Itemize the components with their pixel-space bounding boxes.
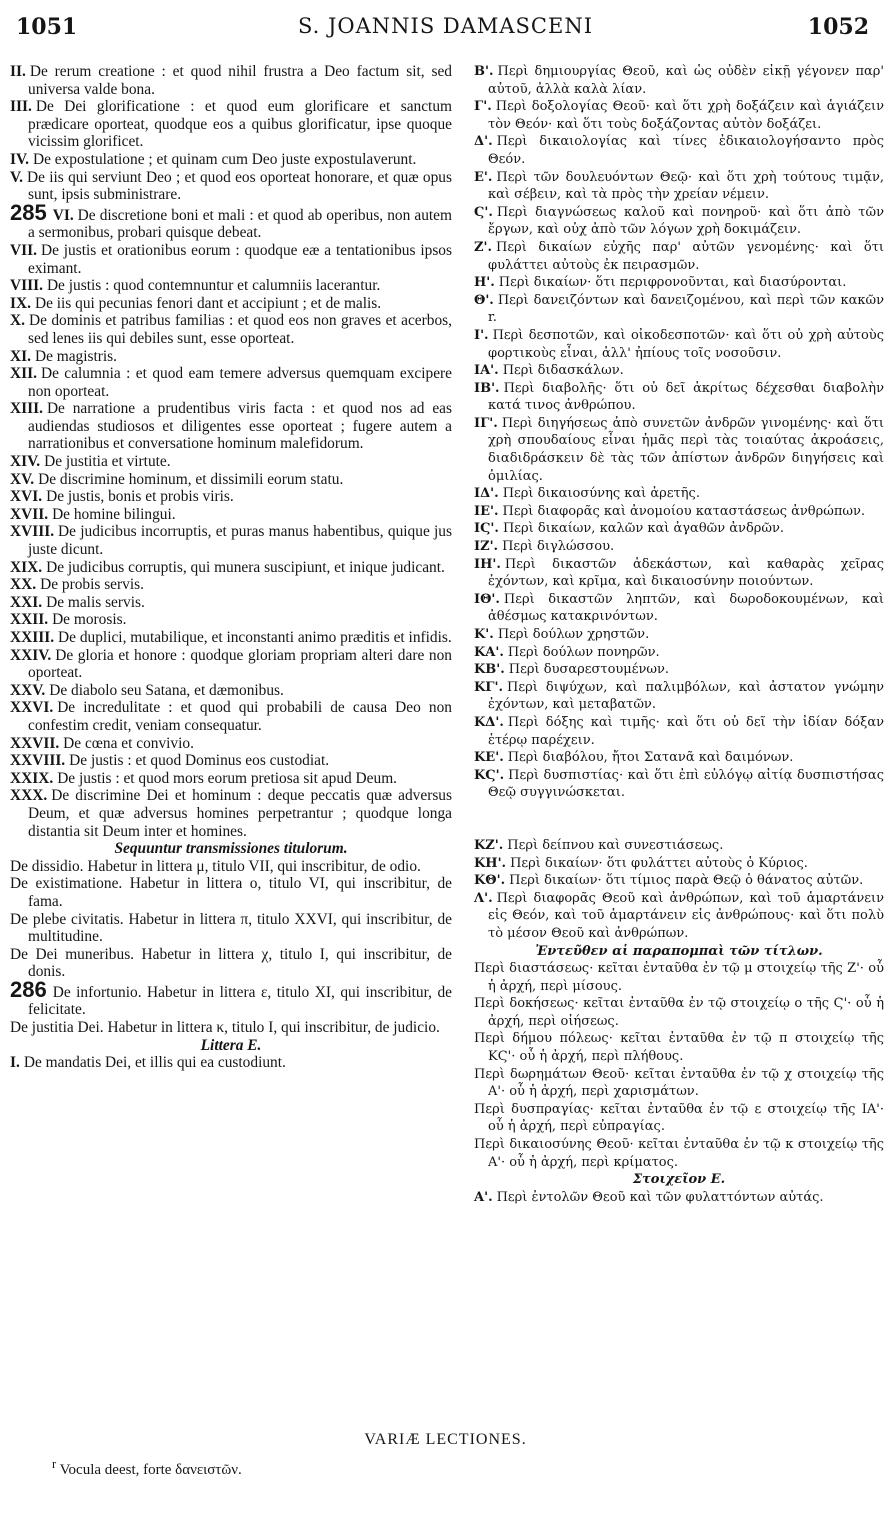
latin-title-entry (10, 98, 452, 151)
greek-transmission-entry (474, 1101, 884, 1136)
entry-text: De justis et orationibus eorum : quodque eæ a tentationibus ipsos eximant. (28, 241, 452, 277)
entry-number: ΚΘ'. (474, 873, 506, 889)
entry-number: ΚΕ'. (474, 750, 504, 766)
greek-title-entry (474, 485, 884, 503)
entry-text: De justis : quod contemnuntur et calumniis lacerantur. (46, 277, 381, 295)
entry-text: Περὶ διαβολῆς· ὅτι οὐ δεῖ ἀκρίτως δέχεσθαι διαβολὴν κατά τινος ἀνθρώπου. (488, 380, 884, 414)
entry-number: XIV. (10, 453, 41, 471)
entry-text: Περὶ δούλων χρηστῶν. (497, 627, 650, 642)
entry-number: ΚϚ'. (474, 767, 505, 783)
entry-text: De morosis. (52, 611, 127, 629)
latin-transmission-entry (10, 911, 452, 946)
latin-title-entry (10, 242, 452, 277)
entry-number: XXX. (10, 787, 48, 805)
entry-number: Ι'. (474, 327, 489, 343)
entry-text: De homine bilingui. (52, 505, 176, 523)
entry-number: XXVI. (10, 699, 54, 717)
latin-transmission-entry (10, 875, 452, 910)
latin-title-entry (10, 63, 452, 98)
margin-number: 285 (10, 199, 47, 225)
latin-title-entry (10, 400, 452, 453)
greek-title-entry (474, 837, 884, 855)
entry-number: Λ'. (474, 890, 493, 906)
entry-text: Περὶ τῶν δουλευόντων Θεῷ· καὶ ὅτι χρὴ τούτους τιμᾷν, καὶ σέβειν, καὶ τὰ πρὸς τὴν χρείαν νέμειν. (488, 169, 884, 203)
greek-title-entry (474, 274, 884, 292)
entry-number: XVII. (10, 505, 49, 523)
greek-transmission-entry (474, 1136, 884, 1171)
entry-text: De diabolo seu Satana, et dæmonibus. (49, 681, 284, 699)
greek-title-entry (474, 415, 884, 485)
entry-text: Περὶ δοκήσεως· κεῖται ἐνταῦθα ἐν τῷ στοιχείῳ ο τῆς Ϛ'· οὗ ἡ ἀρχή, περὶ οἰήσεως. (474, 996, 884, 1029)
page-number-left: 1051 (16, 14, 78, 40)
entry-text: Περὶ διαφορᾶς Θεοῦ καὶ ἀνθρώπων, καὶ τοῦ ἁμαρτάνειν εἰς Θεόν, καὶ τοῦ ἁμαρτάνειν εἰς ἀνθρώπους· καὶ ὅτι πολὺ τὸ μέσον Θεοῦ καὶ ἀνθρώπων. (488, 890, 884, 941)
entry-text: De Dei muneribus. Habetur in littera χ, titulo I, qui inscribitur, de donis. (10, 945, 452, 981)
entry-number: Κ'. (474, 627, 494, 642)
latin-title-entry (10, 629, 452, 647)
latin-title-entry (10, 576, 452, 594)
entry-text: Περὶ διαφορᾶς καὶ ἀνομοίου καταστάσεως ἀνθρώπων. (502, 503, 866, 519)
entry-text: Περὶ διηγήσεως ἀπὸ συνετῶν ἀνδρῶν γινομένης· καὶ ὅτι χρὴ σπουδαίους εἶναι ἡμᾶς περὶ τὰς τοιαύτας ἀκροάσεις, διαδιδράσκειν δὲ τὰς τῶν ἀπίστων ἀνδρῶν διηγήσεις καὶ ὁμιλίας. (488, 415, 884, 484)
latin-column (10, 63, 452, 1072)
entry-number: XXII. (10, 611, 49, 629)
greek-title-entry (474, 327, 884, 362)
entry-number: XIII. (10, 400, 43, 418)
greek-transmissions-heading: Ἐντεῦθεν αἱ παραπομπαὶ τῶν τίτλων. (535, 943, 823, 959)
latin-title-entry (10, 348, 452, 366)
entry-text: De existimatione. Habetur in littera ο, titulo VI, qui inscribitur, de fama. (10, 875, 452, 910)
entry-number: Η'. (474, 275, 495, 291)
entry-number: XI. (10, 347, 31, 365)
latin-transmission-entry (10, 858, 452, 876)
greek-title-entry (474, 767, 884, 802)
entry-text: Περὶ διαβόλου, ἤτοι Σατανᾶ καὶ δαιμόνων. (507, 750, 794, 766)
entry-number: II. (10, 63, 26, 80)
latin-title-entry (10, 1054, 452, 1072)
latin-title-entry (10, 647, 452, 682)
entry-number: ΙΗ'. (474, 556, 501, 572)
entry-text: De narratione a prudentibus viris facta : et quod nos ad eas audiendas studiosos et diligentes esse oporteat ; fugere autem a narrationibus et conversatione hominum malefidorum. (28, 400, 452, 453)
latin-title-entry (10, 770, 452, 788)
entry-text: De plebe civitatis. Habetur in littera π, titulo XXVI, qui inscribitur, de multitudine. (10, 910, 452, 946)
entry-text: Περὶ διδασκάλων. (502, 363, 624, 379)
entry-text: De dominis et patribus familias : et quod eos non graves et acerbos, sed lenes iis qui debiles sunt, esse oporteat. (28, 312, 452, 347)
entry-text: Περὶ δικαίων, καλῶν καὶ ἀγαθῶν ἀνδρῶν. (502, 521, 785, 537)
latin-title-entry (10, 506, 452, 524)
entry-number: ΙΖ'. (474, 539, 499, 555)
greek-title-entry (474, 362, 884, 380)
footnote-text: Vocula deest, forte δανειστῶν. (59, 1462, 242, 1478)
entry-text: De cœna et convivio. (63, 734, 194, 752)
greek-title-entry (474, 292, 884, 327)
entry-text: Περὶ δεσποτῶν, καὶ οἰκοδεσποτῶν· καὶ ὅτι οὐ χρὴ αὐτοὺς φορτικοὺς εἶναι, ἀλλ' ἠπίους τοῖς νοσοῦσιν. (488, 327, 884, 361)
entry-number: XII. (10, 365, 37, 383)
greek-title-entry (474, 239, 884, 274)
entry-text: De discrimine Dei et hominum : deque peccatis quæ adversus Deum, et quæ adversus homines perpetrantur ; quodque longa distantia sit Deum inter et homines. (28, 787, 452, 840)
entry-text: De gloria et honore : quodque gloriam propriam alteri dare non oporteat. (28, 646, 452, 682)
footnote-mark: r (52, 1457, 57, 1471)
entry-text: De judicibus incorruptis, et puras manus habentibus, quique jus juste dicunt. (28, 523, 452, 559)
entry-text: De mandatis Dei, et illis qui ea custodiunt. (23, 1054, 286, 1072)
entry-text: Περὶ δικαιοσύνης καὶ ἀρετῆς. (502, 486, 700, 502)
footnote (52, 1457, 242, 1479)
entry-number: Ζ'. (474, 239, 492, 255)
greek-title-entry (474, 133, 884, 168)
greek-title-entry (474, 890, 884, 943)
entry-text: De malis servis. (46, 593, 145, 611)
entry-text: De judicibus corruptis, qui munera suscipiunt, et inique judicant. (46, 558, 445, 576)
entry-number: XXVIII. (10, 752, 66, 770)
entry-number: ΙΘ'. (474, 591, 500, 607)
latin-title-entry (10, 735, 452, 753)
entry-number: ΙΑ'. (474, 363, 499, 379)
greek-title-entry (474, 872, 884, 890)
latin-transmission-entry (10, 1019, 452, 1037)
entry-text: De expostulatione ; et quinam cum Deo juste expostulaverunt. (32, 150, 417, 168)
latin-title-entry (10, 682, 452, 700)
entry-number: V. (10, 168, 23, 186)
latin-title-entry (10, 199, 452, 242)
latin-title-entry (10, 488, 452, 506)
entry-number: XXV. (10, 681, 46, 699)
latin-transmission-entry (10, 976, 452, 1019)
entry-text: Περὶ δόξης καὶ τιμῆς· καὶ ὅτι οὐ δεῖ τὴν ἰδίαν δόξαν ἑτέρῳ παρέχειν. (488, 714, 884, 748)
entry-text: Περὶ δυσπραγίας· κεῖται ἐνταῦθα ἐν τῷ ε στοιχείῳ τῆς ΙΑ'· οὗ ἡ ἀρχή, περὶ εὐπραγίας. (474, 1101, 884, 1135)
entry-number: ΙϚ'. (474, 521, 499, 537)
entry-number: IV. (10, 150, 29, 168)
entry-text: Περὶ δυσπιστίας· καὶ ὅτι ἐπὶ εὐλόγῳ αἰτίᾳ δυσπιστήσας Θεῷ συγγινώσκεται. (488, 767, 884, 801)
entry-text: De justis : et quod mors eorum pretiosa sit apud Deum. (57, 769, 398, 787)
entry-text: De justitia Dei. Habetur in littera κ, titulo I, qui inscribitur, de judicio. (10, 1019, 440, 1037)
entry-number: ΙΔ'. (474, 486, 499, 502)
entry-text: De justitia et virtute. (44, 453, 171, 471)
entry-text: De iis qui pecunias fenori dant et accipiunt ; et de malis. (34, 294, 382, 312)
entry-text: Περὶ δυσαρεστουμένων. (508, 662, 670, 678)
entry-number: ΙΒ'. (474, 380, 500, 396)
greek-title-entry (474, 644, 884, 662)
latin-title-entry (10, 277, 452, 295)
entry-text: De incredulitate : et quod qui probabili de causa Deo non confestim credit, veniam consequatur. (28, 699, 452, 734)
entry-text: Περὶ διαγνώσεως καλοῦ καὶ πονηροῦ· καὶ ὅτι ἀπὸ τῶν ἔργων, καὶ οὐχ ἀπὸ τῶν λόγων χρὴ δοκιμάζειν. (488, 204, 884, 238)
entry-number: XXIV. (10, 646, 52, 664)
entry-text: De justis : et quod Dominus eos custodiat. (69, 752, 330, 770)
latin-title-entry (10, 453, 452, 471)
latin-title-entry (10, 295, 452, 313)
entry-number: XV. (10, 470, 35, 488)
entry-text: Περὶ δημιουργίας Θεοῦ, καὶ ὡς οὐδὲν εἰκῇ γέγονεν παρ' αὐτοῦ, ἀλλὰ καλὰ λίαν. (488, 64, 884, 97)
entry-number: ΚΑ'. (474, 644, 504, 660)
entry-text: Περὶ δικαίων εὐχῆς παρ' αὐτῶν γενομένης· καὶ ὅτι φυλάττει αὐτοὺς ἐκ πειρασμῶν. (488, 239, 884, 273)
greek-transmission-entry (474, 1066, 884, 1101)
greek-title-entry (474, 679, 884, 714)
greek-column (474, 63, 884, 1206)
entry-number: Δ'. (474, 134, 493, 150)
running-head: S. JOANNIS DAMASCENI (297, 14, 594, 38)
entry-text: Περὶ δούλων πονηρῶν. (507, 644, 660, 660)
latin-transmission-entry (10, 946, 452, 981)
latin-title-entry (10, 594, 452, 612)
latin-title-entry (10, 312, 452, 347)
entry-text: De discretione boni et mali : et quod ab operibus, non autem a sermonibus, probari quisque debeat. (28, 206, 452, 242)
entry-text: Περὶ δείπνου καὶ συνεστιάσεως. (507, 837, 724, 853)
entry-text: Περὶ δικαιοσύνης Θεοῦ· κεῖται ἐνταῦθα ἐν τῷ κ στοιχείῳ τῆς Α'· οὗ ἡ ἀρχή, περὶ κρίματος. (474, 1137, 884, 1170)
greek-title-entry (474, 714, 884, 749)
entry-number: XXIII. (10, 629, 55, 646)
entry-number: XXVII. (10, 734, 60, 752)
entry-text: De probis servis. (40, 576, 144, 594)
entry-number: ΙΓ'. (474, 415, 498, 431)
entry-text: Περὶ δικαίων· ὅτι περιφρονοῦνται, καὶ διασύρονται. (498, 275, 847, 291)
entry-text: Περὶ δωρημάτων Θεοῦ· κεῖται ἐνταῦθα ἐν τῷ χ στοιχείῳ τῆς Α'· οὗ ἡ ἀρχή, περὶ χαρισμάτων. (474, 1066, 884, 1100)
greek-title-entry (474, 169, 884, 204)
greek-title-entry (474, 204, 884, 239)
entry-text: De Dei glorificatione : et quod eum glorificare et sanctum prædicare oporteat, quodque eos a quibus glorificatur, ipse quoque vicissim glorificet. (28, 98, 452, 151)
entry-number: Ε'. (474, 169, 493, 185)
greek-title-entry (474, 380, 884, 415)
entry-text: Περὶ δικαίων· ὅτι τίμιος παρὰ Θεῷ ὁ θάνατος αὐτῶν. (509, 873, 864, 889)
entry-number: XVIII. (10, 523, 55, 541)
entry-number: X. (10, 312, 25, 330)
entry-number: ΚΗ'. (474, 855, 507, 871)
entry-text: Περὶ δικαιολογίας καὶ τίνες ἐδικαιολογήσαντο πρὸς Θεόν. (488, 134, 884, 167)
entry-text: Περὶ διψύχων, καὶ παλιμβόλων, καὶ ἀστατον γνώμην ἐχόντων, καὶ μεταβατῶν. (488, 679, 884, 713)
entry-text: Περὶ διαστάσεως· κεῖται ἐνταῦθα ἐν τῷ μ στοιχείῳ τῆς Ζ'· οὗ ἡ ἀρχή, περὶ μίσους. (474, 961, 884, 994)
greek-title-entry (474, 1189, 884, 1207)
greek-title-entry (474, 661, 884, 679)
entry-text: Περὶ δικαστῶν ἀδεκάστων, καὶ καθαρὰς χεῖρας ἐχόντων, καὶ κρῖμα, καὶ δικαιοσύνην ποιούντων. (488, 556, 884, 590)
entry-number: Ϛ'. (474, 204, 493, 220)
greek-title-entry (474, 855, 884, 873)
greek-transmission-entry (474, 995, 884, 1030)
entry-number: XXI. (10, 593, 43, 611)
entry-number: XXIX. (10, 769, 54, 787)
variae-lectiones-heading: VARIÆ LECTIONES. (364, 1431, 527, 1448)
greek-title-entry (474, 749, 884, 767)
entry-text: De magistris. (34, 347, 118, 365)
latin-title-entry (10, 151, 452, 169)
entry-text: Περὶ δοξολογίας Θεοῦ· καὶ ὅτι χρὴ δοξάζειν καὶ ἁγιάζειν τὸν Θεόν· καὶ ὅτι τοὺς δοξάζοντας αὐτὸν δοξάζει. (488, 99, 884, 132)
entry-number: VII. (10, 241, 37, 259)
entry-number: Θ'. (474, 292, 494, 308)
latin-transmissions-heading: Sequuntur transmissiones titulorum. (114, 840, 348, 858)
entry-text: De iis qui serviunt Deo ; et quod eos oporteat honorare, et quæ opus sunt, ipsis subministrare. (26, 168, 452, 204)
entry-text: Περὶ διγλώσσου. (502, 539, 615, 555)
entry-number: VIII. (10, 277, 43, 295)
entry-text: De rerum creatione : et quod nihil frustra a Deo factum sit, sed universa valde bona. (28, 63, 452, 98)
greek-transmission-entry (474, 960, 884, 995)
entry-text: De dissidio. Habetur in littera μ, titulo VII, qui inscribitur, de odio. (10, 857, 421, 875)
latin-title-entry (10, 611, 452, 629)
entry-number: XIX. (10, 558, 43, 576)
entry-number: ΚΓ'. (474, 679, 504, 695)
entry-text: Περὶ δικαίων· ὅτι φυλάττει αὐτοὺς ὁ Κύριος. (510, 855, 808, 871)
entry-number: ΚΖ'. (474, 837, 504, 853)
greek-title-entry (474, 63, 884, 98)
latin-littera-heading: Littera E. (200, 1036, 262, 1054)
latin-title-entry (10, 169, 452, 204)
greek-title-entry (474, 503, 884, 521)
entry-number: XVI. (10, 488, 43, 506)
entry-number: Α'. (474, 1189, 493, 1205)
greek-title-entry (474, 538, 884, 556)
latin-title-entry (10, 752, 452, 770)
latin-title-entry (10, 523, 452, 558)
entry-text: De infortunio. Habetur in littera ε, titulo XI, qui inscribitur, de felicitate. (28, 983, 452, 1019)
entry-number: I. (10, 1054, 20, 1072)
entry-number: Γ'. (474, 99, 492, 115)
latin-title-entry (10, 699, 452, 734)
entry-text: De discrimine hominum, et dissimili eorum statu. (38, 470, 344, 488)
entry-number: ΙΕ'. (474, 503, 499, 519)
entry-number: III. (10, 98, 32, 116)
latin-title-entry (10, 365, 452, 400)
greek-littera-heading: Στοιχεῖον Ε. (632, 1172, 726, 1188)
entry-number: Β'. (474, 64, 494, 79)
latin-title-entry (10, 559, 452, 577)
entry-number: VI. (52, 206, 74, 224)
entry-text: De justis, bonis et probis viris. (46, 488, 234, 506)
entry-text: Περὶ δικαστῶν ληπτῶν, καὶ δωροδοκουμένων, καὶ ἀθέσμως κατακρινόντων. (488, 591, 884, 625)
latin-title-entry (10, 787, 452, 840)
greek-title-entry (474, 520, 884, 538)
margin-number: 286 (10, 976, 47, 1002)
entry-number: XX. (10, 576, 37, 594)
greek-title-entry (474, 591, 884, 626)
greek-title-entry (474, 626, 884, 644)
entry-text: Περὶ δήμου πόλεως· κεῖται ἐνταῦθα ἐν τῷ π στοιχείῳ τῆς ΚϚ'· οὗ ἡ ἀρχή, περὶ πλήθους. (474, 1031, 884, 1065)
entry-text: De duplici, mutabilique, et inconstanti animo præditis et infidis. (58, 629, 452, 646)
greek-title-entry (474, 556, 884, 591)
entry-number: IX. (10, 294, 31, 312)
entry-text: De calumnia : et quod eam temere adversus quemquam excipere non oporteat. (28, 365, 452, 400)
greek-title-entry (474, 98, 884, 133)
greek-transmission-entry (474, 1030, 884, 1065)
latin-title-entry (10, 471, 452, 489)
entry-text: Περὶ δανειζόντων καὶ δανειζομένου, καὶ περὶ τῶν κακῶν r. (488, 292, 884, 326)
spacer (474, 802, 884, 837)
entry-number: ΚΔ'. (474, 714, 504, 730)
entry-number: ΚΒ'. (474, 662, 505, 678)
entry-text: Περὶ ἐντολῶν Θεοῦ καὶ τῶν φυλαττόντων αὐτάς. (496, 1189, 824, 1205)
page-number-right: 1052 (807, 14, 869, 40)
